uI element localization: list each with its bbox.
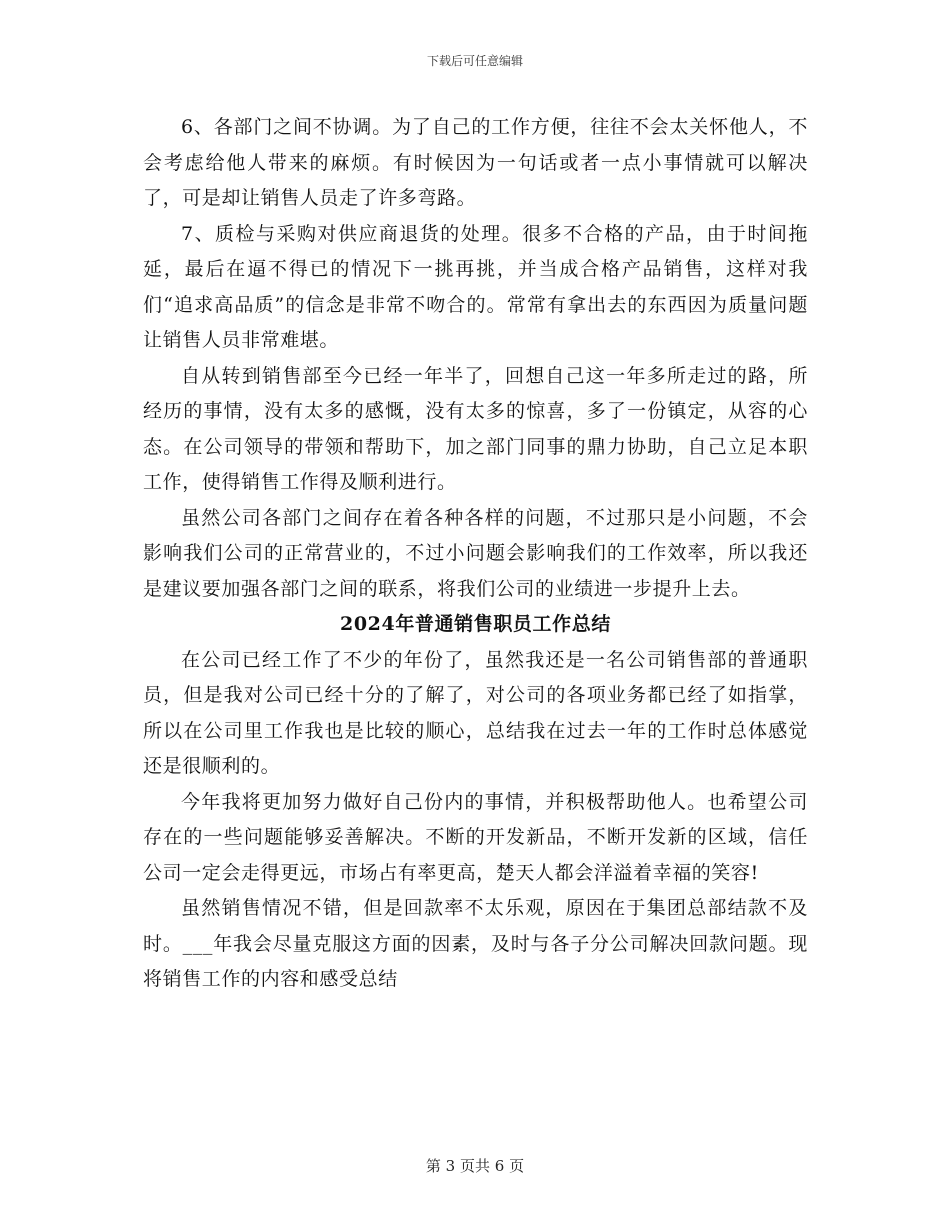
paragraph-item-6: 6、各部门之间不协调。为了自己的工作方便，往往不会太关怀他人，不会考虑给他人带来的麻烦。有时候因为一句话或者一点小事情就可以解决了，可是却让销售人员走了许多弯路。 [143, 116, 808, 209]
paragraph-item-7: 7、质检与采购对供应商退货的处理。很多不合格的产品，由于时间拖延，最后在逼不得已的情况下一挑再挑，并当成合格产品销售，这样对我们“追求高品质”的信念是非常不吻合的。常常有拿出去的东西因为质量问题让销售人员非常难堪。 [143, 222, 808, 351]
paragraph-plan: 今年我将更加努力做好自己份内的事情，并积极帮助他人。也希望公司存在的一些问题能够妥善解决。不断的开发新品，不断开发新的区域，信任公司一定会走得更远，市场占有率更高，楚天人都会洋溢着幸福的笑容! [143, 790, 808, 884]
section-title: 2024年普通销售职员工作总结 [340, 613, 611, 635]
paragraph-sales: 虽然销售情况不错，但是回款率不太乐观，原因在于集团总部结款不及时。___年我会尽量克服这方面的因素，及时与各子分公司解决回款问题。现将销售工作的内容和感受总结 [143, 897, 808, 990]
document-body [143, 110, 808, 998]
paragraph-intro: 在公司已经工作了不少的年份了，虽然我还是一名公司销售部的普通职员，但是我对公司已经十分的了解了，对公司的各项业务都已经了如指掌，所以在公司里工作我也是比较的顺心，总结我在过去一年的工作时总体感觉还是很顺利的。 [143, 648, 808, 777]
page-header: 下载后可任意编辑 [426, 54, 523, 68]
paragraph-reflection: 自从转到销售部至今已经一年半了，回想自己这一年多所走过的路，所经历的事情，没有太多的感慨，没有太多的惊喜，多了一份镇定，从容的心态。在公司领导的带领和帮助下，加之部门同事的鼎力协助，自己立足本职工作，使得销售工作得及顺利进行。 [143, 364, 808, 493]
page-number: 第 3 页共 6 页 [425, 1157, 525, 1175]
paragraph-suggestion: 虽然公司各部门之间存在着各种各样的问题，不过那只是小问题，不会影响我们公司的正常营业的，不过小问题会影响我们的工作效率，所以我还是建议要加强各部门之间的联系，将我们公司的业绩进一步提升上去。 [143, 506, 808, 600]
